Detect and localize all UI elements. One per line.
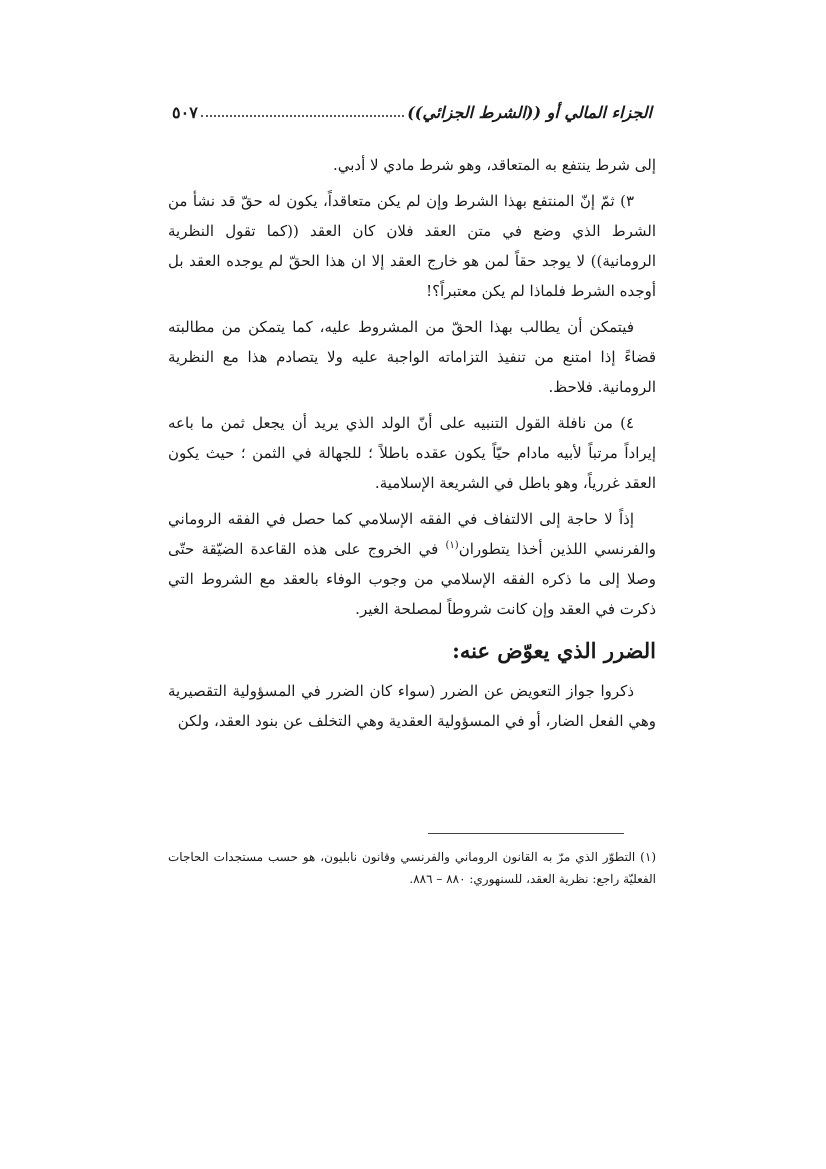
paragraph-claim: فيتمكن أن يطالب بهذا الحقّ من المشروط عليه، كما يتمكن من مطالبته قضاءً إذا امتنع من تنفيذ التزاماته الواجبة عليه ولا يتصادم هذا مع النظرية الرومانية. فلاحظ. bbox=[168, 318, 656, 396]
paragraph-conclusion-after: في الخروج على هذه القاعدة الضيّقة حتّى وصلا إلى ما ذكره الفقه الإسلامي من وجوب الوفاء بالعقد مع الشروط التي ذكرت في العقد وإن كانت شروطاً لمصلحة الغير. bbox=[168, 540, 656, 618]
page-number: ٥٠٧ bbox=[172, 103, 198, 122]
paragraph-point-4: ٤) من نافلة القول التنبيه على أنّ الولد الذي يريد أن يجعل ثمن ما باعه إيراداً مرتباً لأبيه مادام حيّاً يكون عقده باطلاً ؛ للجهالة في الثمن ؛ حيث يكون العقد غررياً، وهو باطل في الشريعة الإسلامية. bbox=[168, 414, 656, 492]
footnote-marker: (١) bbox=[445, 540, 459, 551]
body-text bbox=[168, 150, 656, 742]
running-title: الجزاء المالي أو ((الشرط الجزائي)) bbox=[407, 103, 652, 122]
paragraph-continuation: إلى شرط ينتفع به المتعاقد، وهو شرط مادي لا أدبي. bbox=[332, 156, 656, 174]
section-paragraph: ذكروا جواز التعويض عن الضرر (سواء كان الضرر في المسؤولية التقصيرية وهي الفعل الضار، أو في المسؤولية العقدية وهي التخلف عن بنود العقد، ولكن bbox=[168, 682, 656, 730]
footnote: (١) التطوّر الذي مرّ به القانون الروماني والفرنسي وقانون نابليون، هو حسب مستجدات الحاجات الفعليّة راجع: نظرية العقد، للسنهوري: ٨٨٠ – ٨٨٦. bbox=[168, 850, 656, 886]
paragraph-point-3: ٣) ثمّ إنّ المنتفع بهذا الشرط وإن لم يكن متعاقداً، يكون له حقّ قد نشأ من الشرط الذي وضع في متن العقد فلان كان العقد ((كما تقول النظرية الرومانية)) لا يوجد حقاً لمن هو خارج العقد إلا ان هذا الحقّ لم يوجده العقد بل أوجده الشرط فلماذا لم يكن معتبراً؟! bbox=[168, 192, 656, 300]
paragraph-conclusion-before: إذاً لا حاجة إلى الالتفاف في الفقه الإسلامي كما حصل في الفقه الروماني والفرنسي اللذين أخذا يتطوران bbox=[168, 510, 657, 558]
header-dot-leader bbox=[201, 114, 404, 117]
paragraph-conclusion bbox=[168, 504, 656, 624]
section-heading: الضرر الذي يعوّض عنه: bbox=[452, 638, 656, 663]
running-header bbox=[172, 92, 652, 122]
footnote-separator bbox=[428, 833, 624, 834]
